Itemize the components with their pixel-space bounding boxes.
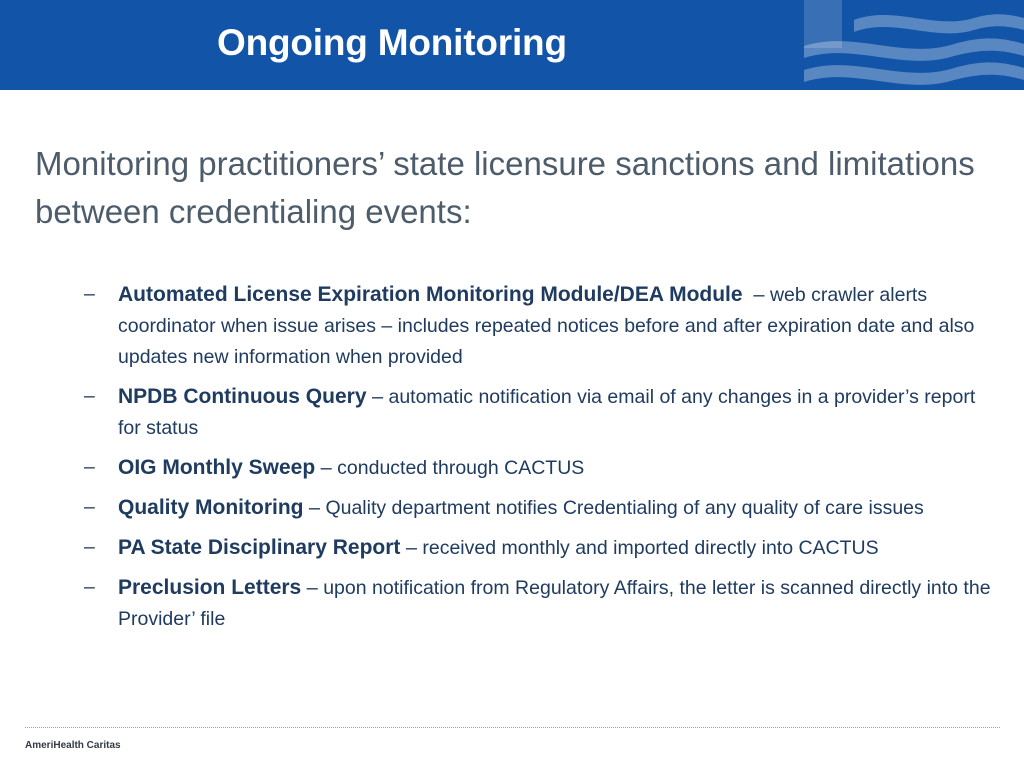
subtitle-text: Monitoring practitioners’ state licensure sanctions and limitations between credentialing events: [35,145,975,230]
bullet-term: Preclusion Letters [118,576,302,599]
bullet-description: conducted through CACTUS [337,457,585,479]
bullet-description: upon notification from Regulatory Affairs, the letter is scanned directly into the Provider’ file [118,577,991,630]
bullet-term: Quality Monitoring [118,496,304,519]
bullet-term: NPDB Continuous Query [118,385,367,408]
dash-marker: – [84,576,95,598]
bullet-description: automatic notification via email of any changes in a provider’s report for status [118,386,976,439]
bullet-separator: – [306,577,318,599]
bullet-description: web crawler alerts coordinator when issue arises – includes repeated notices before and after expiration date and also updates new information when provided [118,284,975,368]
dash-marker: – [84,385,95,407]
bullet-separator: – [320,457,332,479]
bullet-term: Automated License Expiration Monitoring Module/DEA Module [118,283,743,306]
dash-marker: – [84,496,95,518]
dash-marker: – [84,456,95,478]
header-bar [0,0,1024,90]
bullet-item [84,381,994,444]
bullet-term: OIG Monthly Sweep [118,456,316,479]
bullet-description: received monthly and imported directly into CACTUS [422,537,879,559]
wave-logo-icon [784,0,1024,90]
bullet-item [84,279,994,373]
bullet-term: PA State Disciplinary Report [118,536,401,559]
dash-marker: – [84,536,95,558]
dash-marker: – [84,283,95,305]
bullet-item [84,532,994,564]
bullet-item [84,492,994,524]
bullet-list [84,279,994,643]
bullet-item [84,572,994,635]
bullet-separator: – [308,497,321,519]
bullet-description: Quality department notifies Credentialing of any quality of care issues [325,497,924,519]
footer-brand-logo: AmeriHealth Caritas [25,740,121,751]
bullet-item [84,452,994,484]
footer-divider [25,727,1000,728]
bullet-separator: – [405,537,417,559]
slide-title: Ongoing Monitoring [217,22,567,63]
bullet-separator: – [753,284,765,306]
bullet-separator: – [371,386,384,408]
